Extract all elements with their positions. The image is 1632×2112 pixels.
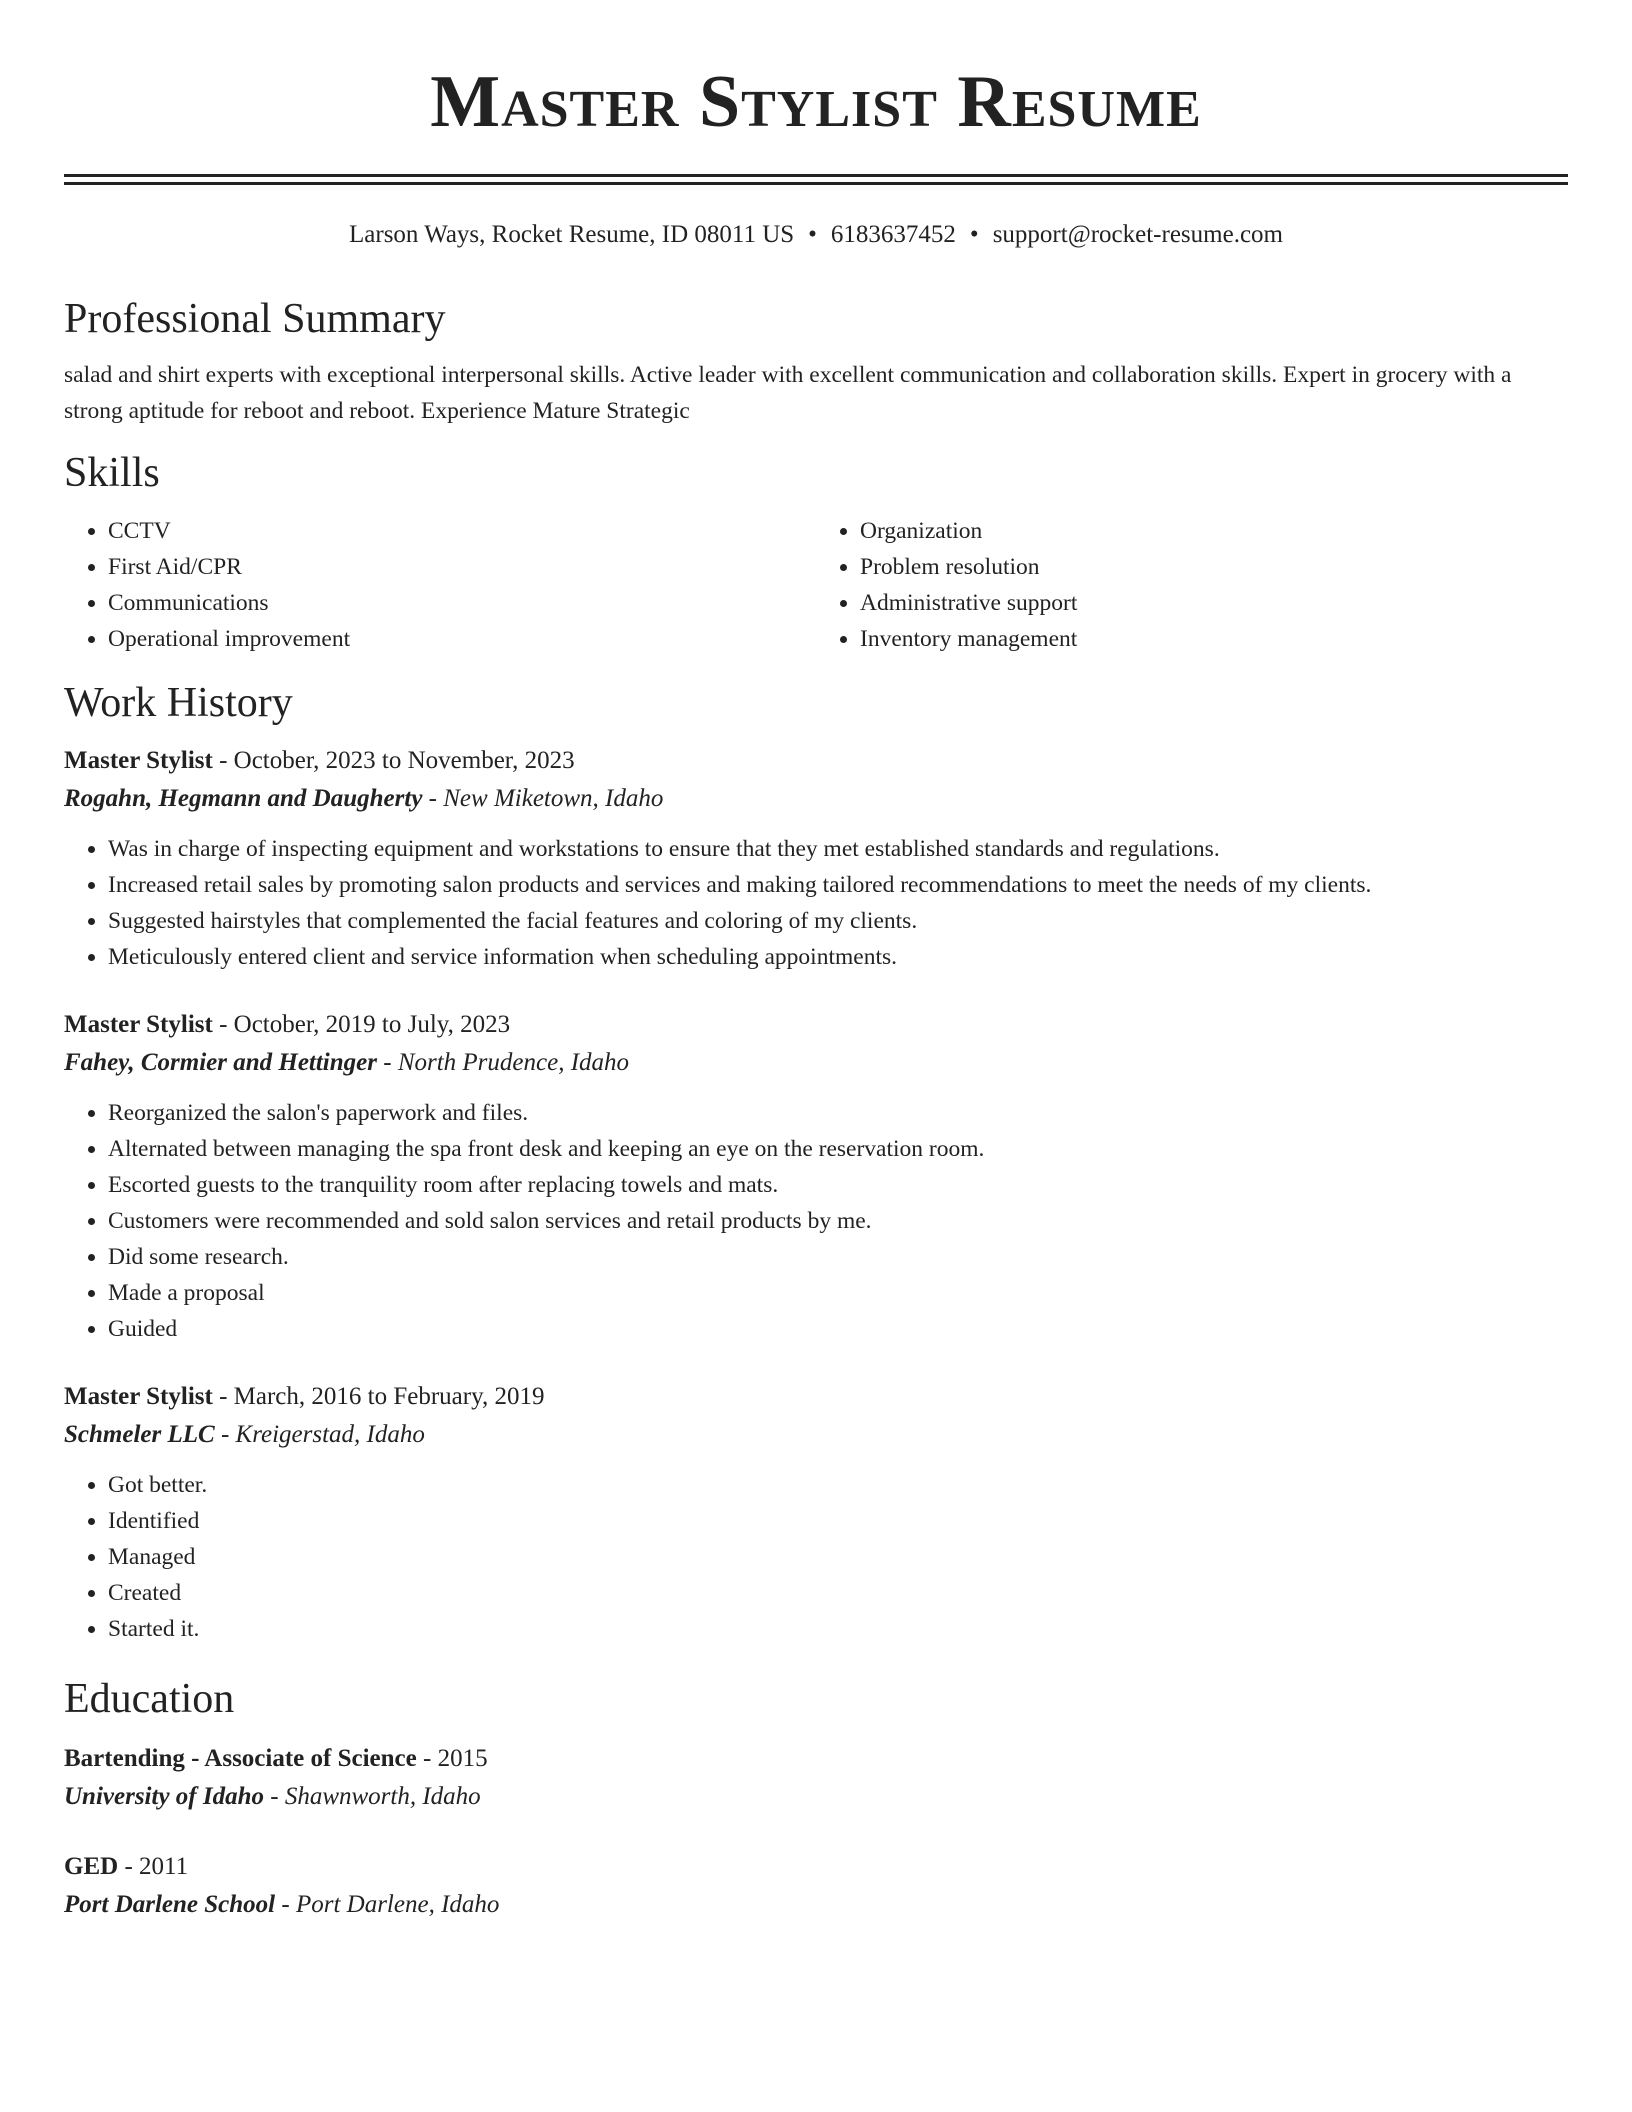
education-heading: Education bbox=[64, 1676, 235, 1722]
job-entry bbox=[64, 743, 1568, 975]
job-bullet: • Escorted guests to the tranquility room after replacing towels and mats. bbox=[108, 1167, 1568, 1203]
education-school-line: Port Darlene School - Port Darlene, Idaho bbox=[64, 1891, 500, 1918]
summary-text: salad and shirt experts with exceptional interpersonal skills. Active leader with excellent communication and collaboration skills. Expert in grocery with a strong aptitude for reboot and reboot. Experience Mature Strategic bbox=[64, 362, 1512, 424]
job-bullet: • Did some research. bbox=[108, 1239, 1568, 1275]
skill-item: • Administrative support bbox=[860, 585, 1568, 621]
job-bullet: • Suggested hairstyles that complemented the facial features and coloring of my clients. bbox=[108, 903, 1568, 939]
job-bullet: • Meticulously entered client and service information when scheduling appointments. bbox=[108, 939, 1568, 975]
skill-item: • Communications bbox=[108, 585, 816, 621]
education-year: 2015 bbox=[437, 1745, 488, 1772]
job-bullet: • Created bbox=[108, 1575, 1568, 1611]
skills-column-right bbox=[816, 513, 1568, 657]
job-title: Master Stylist bbox=[64, 1383, 213, 1410]
job-bullets bbox=[64, 831, 1568, 975]
job-bullet: • Got better. bbox=[108, 1467, 1568, 1503]
skill-item: • Inventory management bbox=[860, 621, 1568, 657]
job-bullets bbox=[64, 1095, 1568, 1347]
education-year: 2011 bbox=[139, 1853, 189, 1880]
job-bullet: • Increased retail sales by promoting salon products and services and making tailored recommendations to meet the needs of my clients. bbox=[108, 867, 1568, 903]
skill-item: • Organization bbox=[860, 513, 1568, 549]
job-entry bbox=[64, 1379, 1568, 1647]
job-title-line: Master Stylist - October, 2023 to November, 2023 bbox=[64, 747, 575, 774]
skill-item: • CCTV bbox=[108, 513, 816, 549]
job-dates: October, 2019 to July, 2023 bbox=[233, 1011, 511, 1038]
education-entry bbox=[64, 1849, 1568, 1923]
job-company-line: Fahey, Cormier and Hettinger - North Prudence, Idaho bbox=[64, 1049, 630, 1076]
job-bullet: • Guided bbox=[108, 1311, 1568, 1347]
summary-heading: Professional Summary bbox=[64, 296, 446, 342]
education-school-line: University of Idaho - Shawnworth, Idaho bbox=[64, 1783, 481, 1810]
education-location: Port Darlene, Idaho bbox=[295, 1891, 500, 1918]
job-title-line: Master Stylist - October, 2019 to July, 2023 bbox=[64, 1011, 511, 1038]
job-company: Rogahn, Hegmann and Daugherty bbox=[64, 785, 423, 812]
job-dates: October, 2023 to November, 2023 bbox=[233, 747, 575, 774]
skills-column-left bbox=[64, 513, 816, 657]
contact-separator: • bbox=[969, 221, 979, 248]
job-entry bbox=[64, 1007, 1568, 1347]
contact-separator: • bbox=[808, 221, 817, 248]
title-double-rule bbox=[64, 174, 1568, 185]
work-history-heading: Work History bbox=[64, 680, 293, 726]
job-bullet: • Customers were recommended and sold salon services and retail products by me. bbox=[108, 1203, 1568, 1239]
education-entry bbox=[64, 1741, 1568, 1815]
job-dates: March, 2016 to February, 2019 bbox=[233, 1383, 545, 1410]
education-school: Port Darlene School bbox=[64, 1891, 276, 1918]
job-bullet: • Made a proposal bbox=[108, 1275, 1568, 1311]
education-degree: GED bbox=[64, 1853, 119, 1880]
job-bullet: • Identified bbox=[108, 1503, 1568, 1539]
job-company-line: Rogahn, Hegmann and Daugherty - New Miketown, Idaho bbox=[64, 785, 664, 812]
job-location: Kreigerstad, Idaho bbox=[235, 1421, 425, 1448]
job-company: Fahey, Cormier and Hettinger bbox=[64, 1049, 377, 1076]
job-title: Master Stylist bbox=[64, 747, 213, 774]
skills-list bbox=[64, 513, 1568, 657]
contact-email: support@rocket-resume.com bbox=[992, 221, 1283, 248]
education-degree-line: Bartending - Associate of Science - 2015 bbox=[64, 1745, 488, 1772]
skill-item: • Operational improvement bbox=[108, 621, 816, 657]
job-bullets bbox=[64, 1467, 1568, 1647]
resume-title: Master Stylist Resume bbox=[430, 61, 1202, 143]
education-degree-line: GED - 2011 bbox=[64, 1853, 189, 1880]
job-title-line: Master Stylist - March, 2016 to February, 2019 bbox=[64, 1383, 545, 1410]
job-bullet: • Managed bbox=[108, 1539, 1568, 1575]
job-company-line: Schmeler LLC - Kreigerstad, Idaho bbox=[64, 1421, 425, 1448]
contact-line bbox=[64, 219, 1568, 251]
skills-heading: Skills bbox=[64, 450, 160, 496]
contact-phone: 6183637452 bbox=[830, 221, 956, 248]
job-bullet: • Alternated between managing the spa front desk and keeping an eye on the reservation room. bbox=[108, 1131, 1568, 1167]
job-bullet: • Reorganized the salon's paperwork and files. bbox=[108, 1095, 1568, 1131]
job-bullet: • Started it. bbox=[108, 1611, 1568, 1647]
education-location: Shawnworth, Idaho bbox=[284, 1783, 481, 1810]
contact-address: Larson Ways, Rocket Resume, ID 08011 US bbox=[349, 221, 795, 248]
education-school: University of Idaho bbox=[64, 1783, 264, 1810]
job-title: Master Stylist bbox=[64, 1011, 213, 1038]
skill-item: • First Aid/CPR bbox=[108, 549, 816, 585]
skill-item: • Problem resolution bbox=[860, 549, 1568, 585]
job-location: New Miketown, Idaho bbox=[443, 785, 664, 812]
education-degree: Bartending - Associate of Science bbox=[64, 1745, 417, 1772]
job-bullet: • Was in charge of inspecting equipment and workstations to ensure that they met established standards and regulations. bbox=[108, 831, 1568, 867]
job-company: Schmeler LLC bbox=[64, 1421, 215, 1448]
job-location: North Prudence, Idaho bbox=[397, 1049, 630, 1076]
